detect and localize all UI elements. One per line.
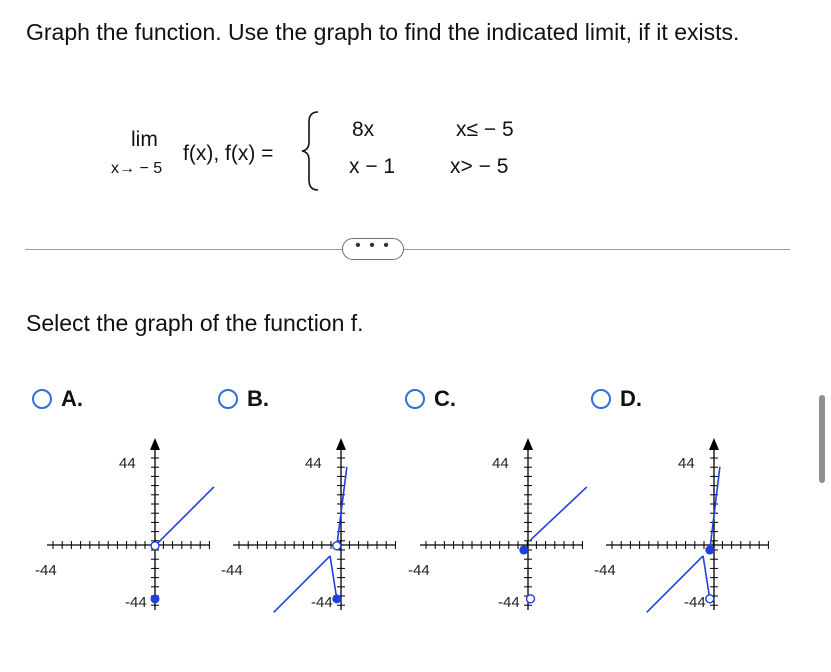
closed-endpoint: [519, 546, 528, 555]
left-brace-icon: [300, 110, 322, 192]
y-tick-label-top: 44: [119, 455, 136, 472]
option-d[interactable]: [591, 385, 781, 635]
show-more-button[interactable]: • • •: [342, 238, 404, 260]
open-endpoint: [333, 542, 341, 550]
piece-1-condition: x≤ − 5: [456, 118, 514, 141]
y-tick-label-bottom: -44: [125, 594, 147, 611]
function-lhs: f(x), f(x) =: [183, 142, 274, 165]
section-divider: [25, 249, 790, 250]
x-tick-label-left: -44: [408, 562, 430, 579]
y-tick-label-top: 44: [492, 455, 509, 472]
option-c-label: C.: [434, 386, 456, 411]
y-tick-label-top: 44: [678, 455, 695, 472]
y-axis-arrow-icon: [336, 438, 346, 450]
graph-option-d[interactable]: [591, 425, 781, 625]
open-endpoint: [527, 595, 535, 603]
y-axis-arrow-icon: [150, 438, 160, 450]
function-segment: [337, 467, 347, 546]
radio-option-c[interactable]: [405, 389, 425, 409]
closed-endpoint: [151, 594, 160, 603]
y-tick-label-bottom: -44: [498, 594, 520, 611]
y-tick-label-bottom: -44: [684, 594, 706, 611]
graph-option-c[interactable]: [405, 425, 595, 625]
piece-2-expr: x − 1: [349, 155, 396, 178]
y-tick-label-bottom: -44: [311, 594, 333, 611]
option-c[interactable]: [405, 385, 595, 635]
x-tick-label-left: -44: [594, 562, 616, 579]
graph-option-a[interactable]: [32, 425, 222, 625]
limit-approach: x→ − 5: [111, 160, 163, 177]
option-a[interactable]: [32, 385, 222, 635]
option-b[interactable]: [218, 385, 408, 635]
function-segment: [710, 467, 720, 550]
open-endpoint: [151, 542, 159, 550]
option-b-label: B.: [247, 386, 269, 411]
y-axis-arrow-icon: [523, 438, 533, 450]
closed-endpoint: [332, 594, 341, 603]
piece-1-expr: 8x: [352, 118, 375, 141]
piecewise-formula: [0, 0, 831, 230]
y-tick-label-top: 44: [305, 455, 322, 472]
closed-endpoint: [705, 546, 714, 555]
scrollbar-thumb[interactable]: [819, 395, 825, 483]
y-axis-arrow-icon: [709, 438, 719, 450]
piece-2-condition: x> − 5: [450, 155, 509, 178]
radio-option-a[interactable]: [32, 389, 52, 409]
limit-lim: lim: [131, 128, 158, 151]
select-graph-prompt: Select the graph of the function f.: [26, 310, 364, 336]
radio-option-d[interactable]: [591, 389, 611, 409]
radio-option-b[interactable]: [218, 389, 238, 409]
option-a-label: A.: [61, 386, 83, 411]
question-instruction: Graph the function. Use the graph to find the indicated limit, if it exists.: [26, 19, 740, 45]
option-d-label: D.: [620, 386, 642, 411]
x-tick-label-left: -44: [35, 562, 57, 579]
function-segment: [155, 487, 214, 546]
open-endpoint: [706, 595, 714, 603]
x-tick-label-left: -44: [221, 562, 243, 579]
function-segment: [703, 556, 710, 599]
function-segment: [531, 487, 587, 540]
graph-option-b[interactable]: [218, 425, 408, 625]
function-segment: [330, 556, 337, 599]
